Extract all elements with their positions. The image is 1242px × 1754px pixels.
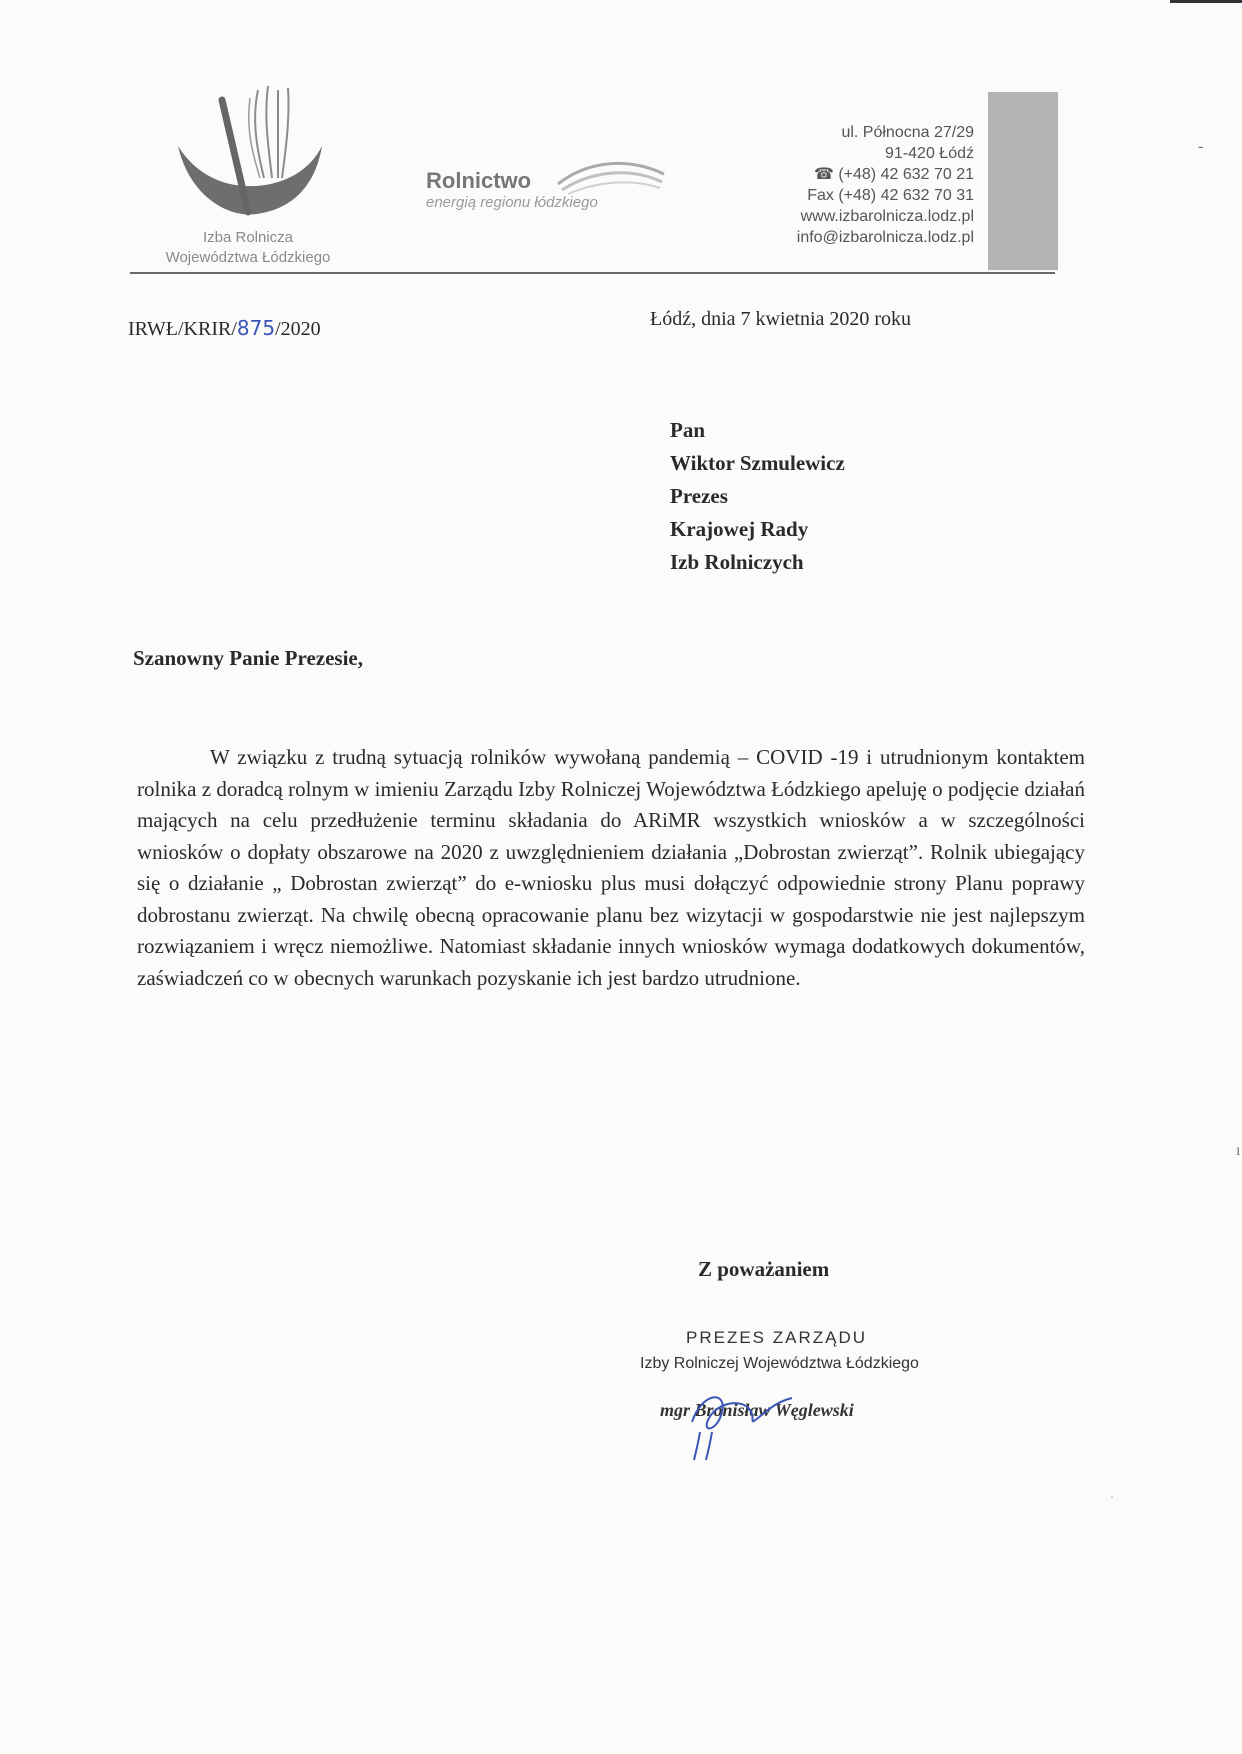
scan-mark: - bbox=[1198, 138, 1204, 155]
header-divider bbox=[130, 272, 1055, 274]
brand-subtitle: energią regionu łódzkiego bbox=[426, 194, 598, 211]
addressee-line: Krajowej Rady bbox=[670, 517, 809, 541]
address-street: ul. Północna 27/29 bbox=[841, 124, 974, 141]
addressee-line: Wiktor Szmulewicz bbox=[670, 451, 845, 475]
scan-mark: ı bbox=[1236, 1142, 1241, 1159]
letter-body: W związku z trudną sytuacją rolników wywołaną pandemią – COVID -19 i utrudnionym kontaktem rolnika z doradcą rolnym w imieniu Zarządu Izby Rolniczej Województwa Łódzkiego apeluję o podjęcie działań mających na celu przedłużenie terminu składania do ARiMR wszystkich wniosków a w szczególności wniosków o dopłaty obszarowe na 2020 z uwzględnieniem działania „Dobrostan zwierząt”. Rolnik ubiegający się o działanie „ Dobrostan zwierząt” do e-wniosku plus musi dołączyć odpowiednie strony Planu poprawy dobrostanu zwierząt. Na chwilę obecną opracowanie planu bez wizytacji w gospodarstwie nie jest najlepszym rozwiązaniem i wręcz niemożliwe. Natomiast składanie innych wniosków wymaga dodatkowych dokumentów, zaświadczeń co w obecnych warunkach pozyskanie ich jest bardzo utrudnione. bbox=[137, 745, 1085, 990]
phone-line bbox=[797, 164, 974, 185]
handwritten-signature bbox=[672, 1372, 812, 1467]
fax-number: Fax (+48) 42 632 70 31 bbox=[807, 187, 974, 204]
addressee-line: Prezes bbox=[670, 484, 728, 508]
scan-mark: · bbox=[1110, 1490, 1114, 1504]
closing: Z poważaniem bbox=[698, 1257, 830, 1281]
reference-prefix: IRWŁ/KRIR/ bbox=[128, 318, 237, 340]
letter-date: Łódź, dnia 7 kwietnia 2020 roku bbox=[650, 308, 912, 330]
phone-icon: ☎ bbox=[813, 166, 834, 183]
signature-organization: Izby Rolniczej Województwa Łódzkiego bbox=[640, 1355, 919, 1372]
address-city: 91-420 Łódź bbox=[885, 145, 974, 162]
scan-edge-line bbox=[1170, 0, 1242, 3]
reference-number bbox=[128, 316, 321, 341]
email: info@izbarolnicza.lodz.pl bbox=[796, 229, 974, 246]
salutation: Szanowny Panie Prezesie, bbox=[133, 646, 363, 670]
org-name-line1: Izba Rolnicza bbox=[202, 229, 294, 246]
contact-block bbox=[797, 122, 974, 248]
header-gray-block bbox=[988, 92, 1058, 270]
reference-handwritten-number: 875 bbox=[236, 316, 276, 340]
brand-title: Rolnictwo bbox=[426, 168, 532, 193]
brand-swoosh-icon bbox=[556, 154, 666, 201]
reference-suffix: /2020 bbox=[275, 318, 321, 340]
signature-title: PREZES ZARZĄDU bbox=[686, 1328, 868, 1347]
org-name bbox=[128, 228, 368, 268]
signature-name: mgr Bronisław Węglewski bbox=[660, 1400, 854, 1420]
website: www.izbarolnicza.lodz.pl bbox=[800, 208, 974, 225]
org-name-line2: Województwa Łódzkiego bbox=[165, 249, 331, 266]
addressee-line: Pan bbox=[670, 418, 706, 442]
phone-number: (+48) 42 632 70 21 bbox=[838, 166, 974, 183]
org-logo bbox=[160, 78, 340, 228]
addressee-block bbox=[670, 414, 845, 579]
addressee-line: Izb Rolniczych bbox=[670, 550, 804, 574]
